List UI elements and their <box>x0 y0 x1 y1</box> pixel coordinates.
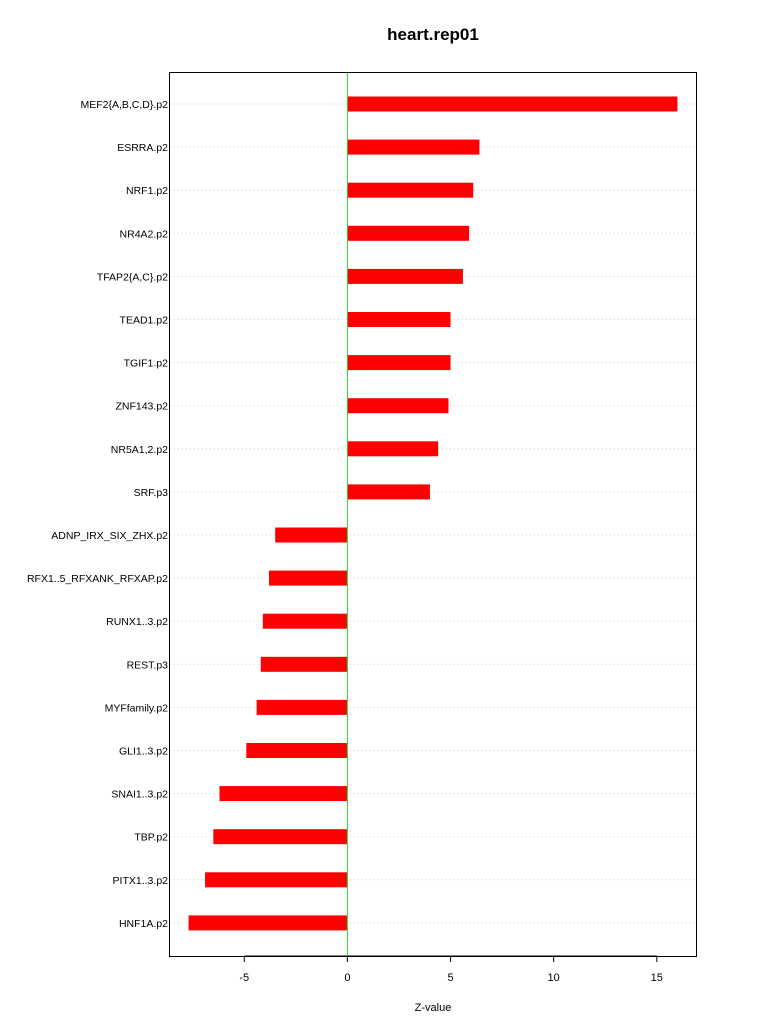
x-tick-label: 10 <box>547 972 560 984</box>
bar <box>347 441 438 456</box>
bar <box>189 915 348 930</box>
bar <box>347 484 430 499</box>
category-label: HNF1A.p2 <box>118 917 168 930</box>
x-axis <box>239 956 663 984</box>
bar <box>261 657 348 672</box>
chart-title: heart.rep01 <box>387 25 479 44</box>
y-axis-category-labels <box>27 99 168 930</box>
category-label: RUNX1..3.p2 <box>106 616 168 629</box>
bar <box>257 700 348 715</box>
category-label: ESRRA.p2 <box>117 142 168 155</box>
bars <box>189 97 678 931</box>
category-label: REST.p3 <box>126 659 168 672</box>
category-label: NR5A1,2.p2 <box>110 443 168 456</box>
x-axis-label: Z-value <box>414 1002 452 1014</box>
bar <box>347 355 450 370</box>
bar <box>213 829 347 844</box>
x-tick-label: 5 <box>447 972 454 984</box>
bar <box>347 226 469 241</box>
bar <box>347 269 463 284</box>
category-label: TEAD1.p2 <box>119 314 168 327</box>
bar <box>347 312 450 327</box>
category-label: ZNF143.p2 <box>115 400 168 413</box>
x-tick-label: 0 <box>344 972 351 984</box>
category-label: PITX1..3.p2 <box>112 874 168 887</box>
bar <box>347 140 479 155</box>
category-label: ADNP_IRX_SIX_ZHX.p2 <box>51 530 168 542</box>
bar <box>220 786 348 801</box>
category-label: SRF.p3 <box>133 486 168 499</box>
category-label: RFX1..5_RFXANK_RFXAP.p2 <box>26 573 168 586</box>
x-tick-label: 15 <box>650 972 663 984</box>
bar <box>263 614 348 629</box>
category-label: GLI1..3.p2 <box>118 745 168 758</box>
category-label: MEF2{A,B,C,D}.p2 <box>80 99 168 111</box>
category-label: MYFfamily.p2 <box>104 702 168 715</box>
category-label: TFAP2{A,C}.p2 <box>96 271 168 284</box>
bar <box>347 398 448 413</box>
category-label: NRF1.p2 <box>125 185 168 198</box>
category-label: TGIF1.p2 <box>123 357 168 370</box>
bar <box>246 743 347 758</box>
plot-frame <box>170 73 697 957</box>
bar <box>269 571 347 586</box>
bar <box>205 872 347 887</box>
bar <box>347 97 677 112</box>
category-label: TBP.p2 <box>134 831 168 844</box>
bar <box>275 528 347 543</box>
x-tick-label: -5 <box>239 972 250 984</box>
category-label: SNAI1..3.p2 <box>111 788 168 801</box>
category-label: NR4A2.p2 <box>119 228 168 241</box>
bar <box>347 183 473 198</box>
